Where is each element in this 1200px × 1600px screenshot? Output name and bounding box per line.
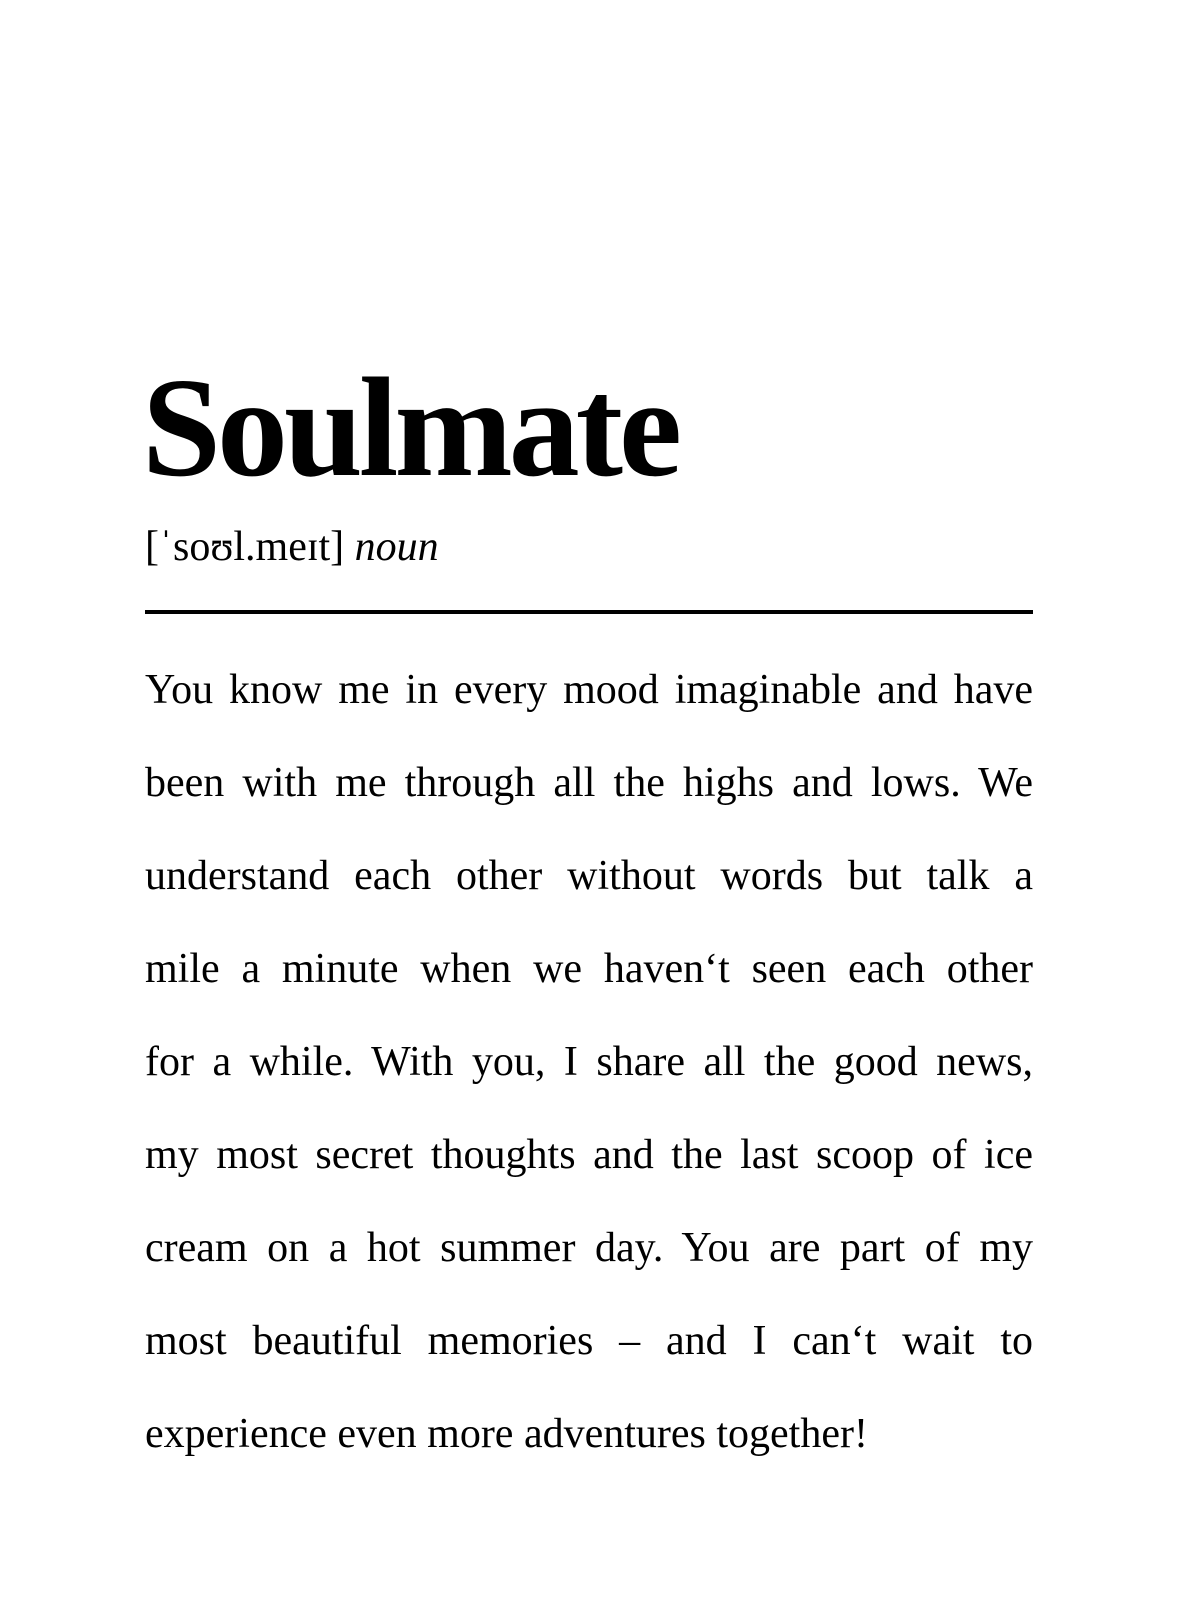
definition-line: You know me in every mood imaginable and have [145,667,1033,713]
definition-line: mile a minute when we haven‘t seen each other [145,946,1033,992]
definition-line: for a while. With you, I share all the good news, [145,1039,1033,1085]
definition-line: understand each other without words but talk a [145,853,1033,899]
definition-line: been with me through all the highs and lows. We [145,760,1033,806]
definition-line: experience even more adventures together! [145,1411,868,1457]
word-title: Soulmate [142,348,678,506]
definition-line: my most secret thoughts and the last scoop of ice [145,1132,1033,1178]
part-of-speech: noun [354,524,439,570]
divider-rule [145,610,1033,614]
definition-line: most beautiful memories – and I can‘t wait to [145,1318,1033,1364]
definition-text [145,660,1033,1497]
pronunciation: [ˈsoʊl.meɪt] [145,524,345,570]
pronunciation-line [145,522,439,572]
definition-line: cream on a hot summer day. You are part of my [145,1225,1033,1271]
